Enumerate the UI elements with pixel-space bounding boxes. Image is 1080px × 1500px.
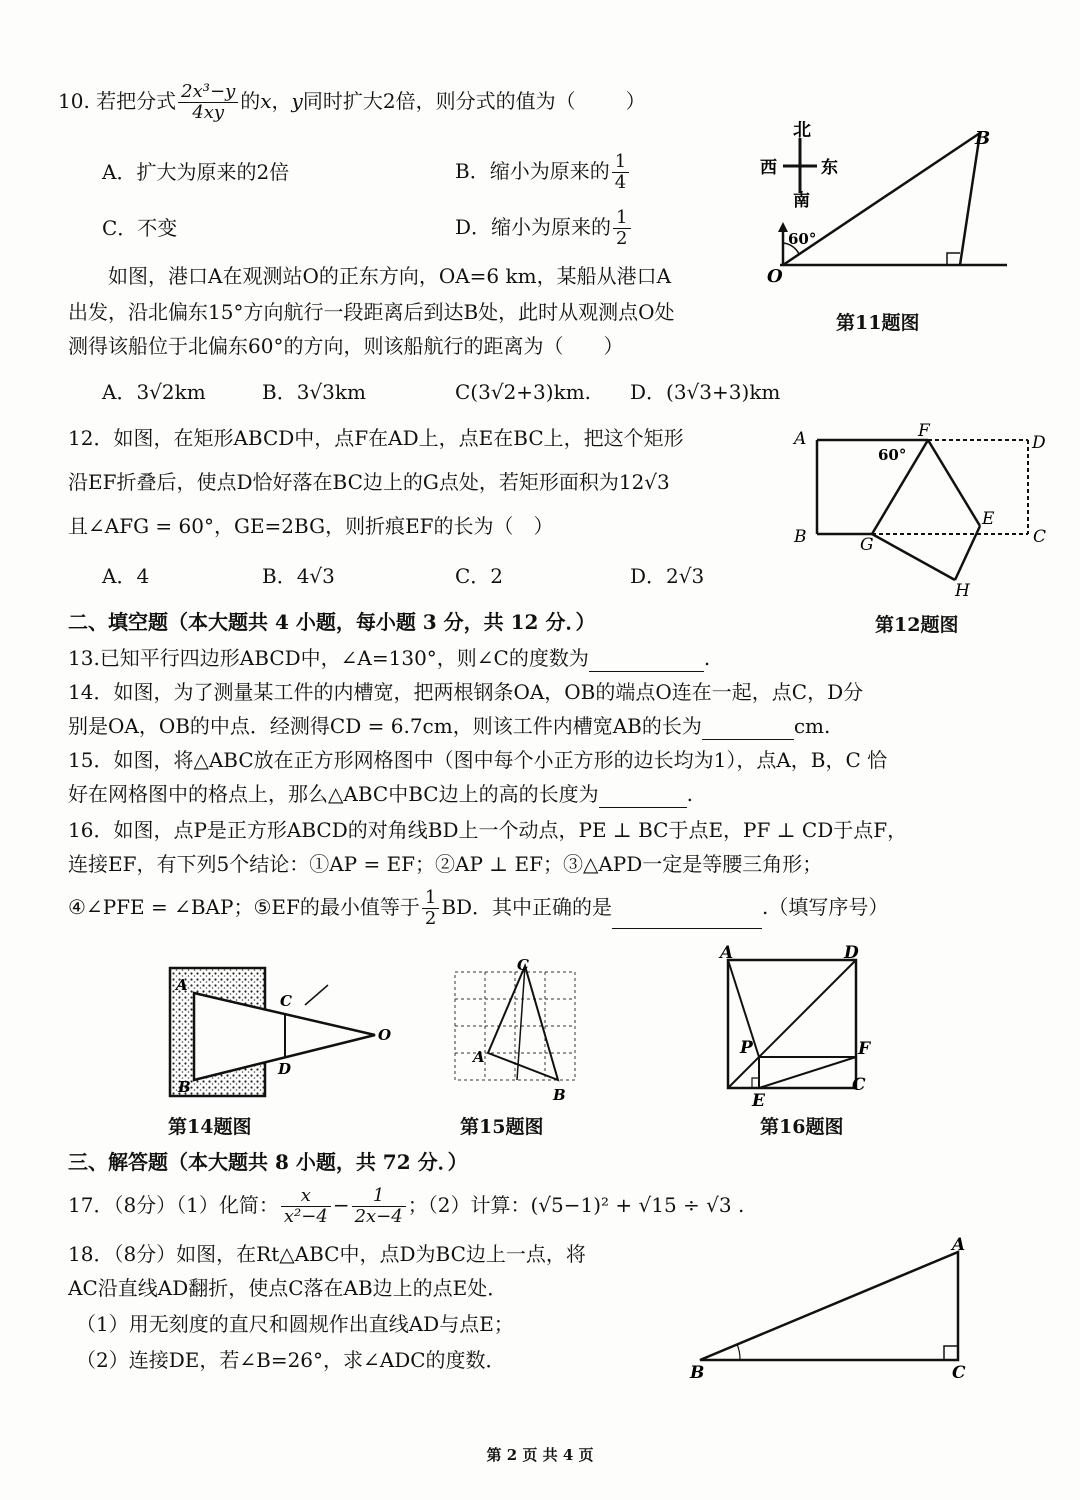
fig16-point-p: P (740, 1038, 753, 1058)
fig16-point-a: A (720, 943, 734, 963)
q12-option-c: C．2 (455, 564, 504, 588)
figure-16 (712, 938, 877, 1108)
q10-option-a: A．扩大为原来的2倍 (102, 160, 290, 184)
q12-line-1: 12．如图，在矩形ABCD中，点F在AD上，点E在BC上，把这个矩形 (68, 426, 684, 450)
fig16-point-f: F (858, 1039, 871, 1059)
fig15-point-c: C (517, 956, 529, 974)
fig12-point-c: C (1033, 527, 1047, 547)
section-2-title: 二、填空题（本大题共 4 小题，每小题 3 分，共 12 分．） (68, 610, 596, 634)
q12-line-2: 沿EF折叠后，使点D恰好落在BC边上的G点处，若矩形面积为12√3 (68, 470, 670, 494)
q12-option-d: D．2√3 (630, 564, 705, 588)
figure-11 (755, 118, 1025, 288)
q13: 13.已知平行四边形ABCD中，∠A=130°，则∠C的度数为 . (68, 646, 711, 670)
q18-line-2: AC沿直线AD翻折，使点C落在AB边上的点E处． (68, 1276, 508, 1300)
fig16-point-d: D (844, 943, 859, 963)
q10-option-d: D．缩小为原来的 $\frac{1}{2}$ (455, 208, 633, 249)
compass-west-label: 西 (760, 158, 777, 178)
figure-15-caption: 第15题图 (460, 1116, 544, 1138)
q18-line-4: （2）连接DE，若∠B=26°，求∠ADC的度数． (76, 1348, 506, 1372)
fig14-point-a: A (176, 976, 188, 994)
fig12-point-g: G (860, 535, 874, 555)
figure-15 (445, 950, 590, 1110)
q15-line-1: 15．如图，将△ABC放在正方形网格图中（图中每个小正方形的边长均为1），点A，B，C 恰 (68, 748, 888, 772)
q11-option-c: C(3√2+3)km. (455, 380, 592, 404)
q11-line-1: 如图，港口A在观测站O的正东方向，OA=6 km，某船从港口A (108, 264, 672, 288)
fig16-point-e: E (752, 1091, 765, 1108)
q11-line-2: 出发，沿北偏东15°方向航行一段距离后到达B处，此时从观测点O处 (68, 300, 675, 324)
figure-14-caption: 第14题图 (168, 1116, 252, 1138)
fig14-point-b: B (178, 1078, 191, 1096)
page-footer: 第 2 页 共 4 页 (486, 1446, 594, 1464)
q10-fraction: $\frac{\text{2x³−y}}{4xy}$ (178, 82, 238, 123)
fig12-point-e: E (982, 509, 995, 529)
fig15-point-a: A (473, 1048, 485, 1066)
fig12-point-d: D (1032, 433, 1046, 453)
fig11-angle-label: 60° (788, 230, 817, 248)
fig14-point-d: D (278, 1060, 292, 1078)
fig12-point-b: B (794, 527, 807, 547)
q16-line-3: ④∠PFE = ∠BAP；⑤EF的最小值等于 $\frac{1}{2}$ BD．其中正确的是 .（填写序号） (68, 887, 889, 929)
compass-south-label: 南 (793, 191, 810, 211)
fig15-point-b: B (553, 1086, 566, 1104)
q11-option-b: B．3√3km (262, 380, 366, 404)
q12-option-b: B．4√3 (262, 564, 335, 588)
fig18-point-a: A (952, 1235, 966, 1255)
figure-12 (790, 418, 1055, 603)
section-3-title: 三、解答题（本大题共 8 小题，共 72 分．） (68, 1150, 468, 1174)
q10-stem: 10. 若把分式 $\frac{\text{2x³−y}}{4xy}$ 的x，y同时扩大2倍，则分式的值为（ ） (58, 81, 646, 123)
figure-16-caption: 第16题图 (760, 1116, 844, 1138)
q16-line-1: 16．如图，点P是正方形ABCD的对角线BD上一个动点，PE ⊥ BC于点E，PF ⊥ CD于点F， (68, 818, 908, 842)
q11-line-3: 测得该船位于北偏东60°的方向，则该船航行的距离为（ ） (68, 334, 624, 358)
compass-east-label: 东 (821, 158, 838, 178)
q11-option-a: A．3√2km (102, 380, 206, 404)
fig18-point-c: C (952, 1363, 966, 1382)
q11-option-d: D．(3√3+3)km (630, 380, 781, 404)
figure-12-caption: 第12题图 (875, 614, 959, 636)
q12-option-a: A．4 (102, 564, 150, 588)
fig14-point-c: C (280, 992, 292, 1010)
q18-line-1: 18．（8分）如图，在Rt△ABC中，点D为BC边上一点，将 (68, 1242, 586, 1266)
fig14-point-o: O (378, 1026, 392, 1044)
q10-option-b: B．缩小为原来的 $\frac{1}{4}$ (455, 152, 631, 193)
q14-line-1: 14．如图，为了测量某工件的内槽宽，把两根钢条OA，OB的端点O连在一起，点C，D分 (68, 680, 864, 704)
q18-line-3: （1）用无刻度的直尺和圆规作出直线AD与点E； (76, 1312, 514, 1336)
fig11-point-b: B (975, 128, 991, 149)
fig12-point-h: H (955, 581, 970, 601)
q16-line-2: 连接EF，有下列5个结论：①AP = EF；②AP ⊥ EF；③△APD一定是等腰三角形； (68, 852, 823, 876)
figure-14 (160, 960, 400, 1105)
q14-line-2: 别是OA，OB的中点．经测得CD = 6.7cm，则该工件内槽宽AB的长为 cm. (68, 714, 831, 738)
fig11-point-o: O (767, 266, 783, 287)
q17: 17．（8分）（1）化简： $\frac{x}{\text{x²−4}}$ − $\frac{1}{2x-4}$ ；（2）计算：(√5−1)² + √15 ÷ √3 . (68, 1185, 745, 1227)
figure-18 (680, 1232, 990, 1382)
q10-option-c: C．不变 (102, 216, 178, 240)
q15-line-2: 好在网格图中的格点上，那么△ABC中BC边上的高的长度为 . (68, 782, 693, 806)
compass-north-label: 北 (793, 120, 811, 141)
fig18-point-b: B (690, 1363, 705, 1382)
fig12-point-f: F (918, 421, 930, 441)
fig12-point-a: A (794, 429, 807, 449)
fig12-angle-label: 60° (878, 446, 907, 464)
fig16-point-c: C (852, 1075, 866, 1095)
q12-line-3: 且∠AFG = 60°，GE=2BG，则折痕EF的长为（ ） (68, 514, 554, 538)
figure-11-caption: 第11题图 (836, 312, 920, 334)
